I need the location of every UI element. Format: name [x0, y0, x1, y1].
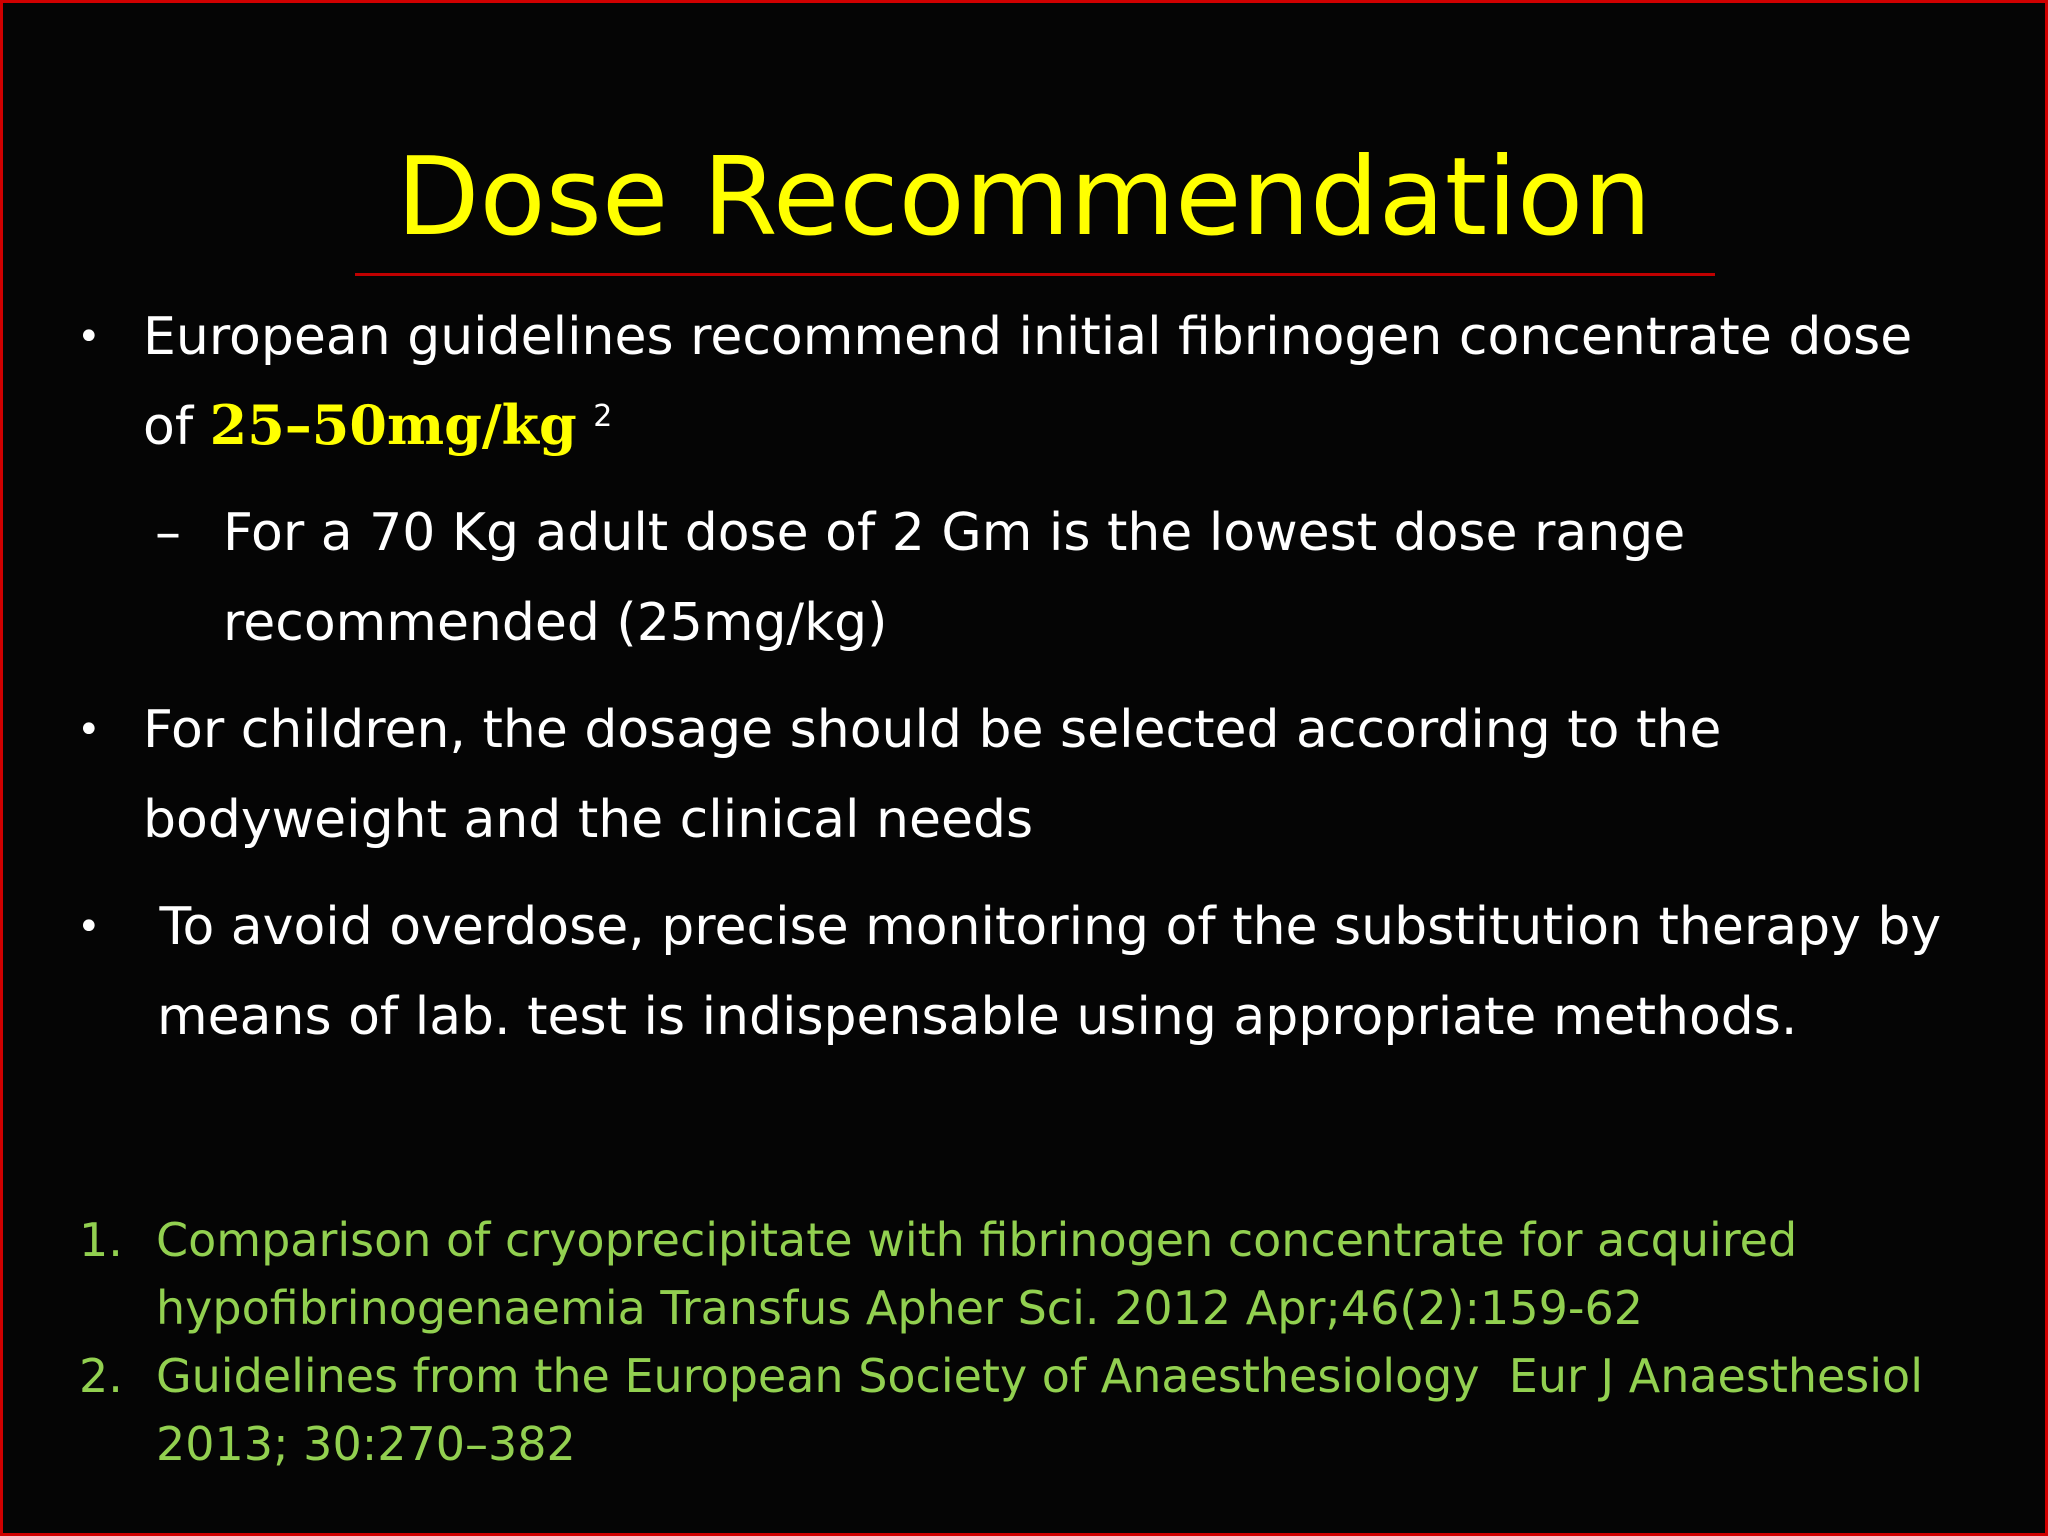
sub-bullet-line-2: recommended (25mg/kg): [223, 593, 888, 653]
bullet-1-line-1: European guidelines recommend initial fibrinogen concentrate dose: [143, 307, 1913, 367]
citation-superscript: 2: [593, 399, 613, 434]
reference-number: 1.: [79, 1213, 123, 1267]
bullet-3-line-1: To avoid overdose, precise monitoring of the substitution therapy by: [143, 897, 1942, 957]
reference-2-line-1: Guidelines from the European Society of Anaesthesiology Eur J Anaesthesiol: [156, 1349, 1923, 1403]
bullet-marker: •: [77, 904, 101, 950]
bullet-marker: •: [77, 314, 101, 360]
bullet-marker: •: [77, 707, 101, 753]
bullet-1-line-2: [143, 395, 612, 465]
title-underline: [355, 273, 1715, 276]
slide-title: Dose Recommendation: [396, 135, 1652, 260]
reference-number: 2.: [79, 1349, 123, 1403]
reference-1-line-1: Comparison of cryoprecipitate with fibrinogen concentrate for acquired: [156, 1213, 1798, 1267]
bullet-2-line-2: bodyweight and the clinical needs: [143, 790, 1034, 850]
dose-highlight: 25–50mg/kg: [209, 393, 577, 457]
bullet-1-prefix: of: [143, 397, 210, 457]
dash-marker: –: [155, 503, 181, 563]
reference-2-line-2: 2013; 30:270–382: [156, 1417, 576, 1471]
reference-1-line-2: hypofibrinogenaemia Transfus Apher Sci. 2012 Apr;46(2):159-62: [156, 1281, 1643, 1335]
bullet-2-line-1: For children, the dosage should be selected according to the: [143, 700, 1722, 760]
sub-bullet-line-1: For a 70 Kg adult dose of 2 Gm is the lowest dose range: [223, 503, 1686, 563]
bullet-3-line-2: means of lab. test is indispensable using appropriate methods.: [157, 987, 1798, 1047]
